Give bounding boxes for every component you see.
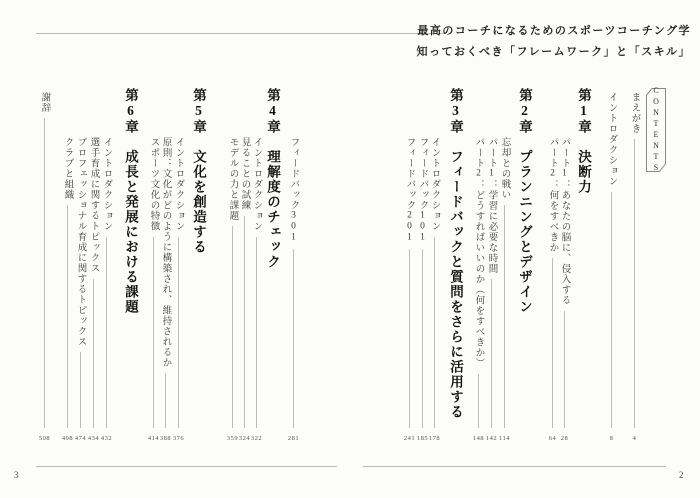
toc-entry [287,137,300,442]
contents-tag-label: CONTENTS [651,86,661,174]
toc-entry-label: フィードバック301 [288,137,299,244]
toc-entry-label: クラブと組織 [62,137,73,200]
toc-entry-label: フィードバック201 [404,137,415,244]
toc-entry-page: 414 [147,435,160,442]
toc-entry-page: 142 [485,435,498,442]
leader-line [552,258,553,428]
toc-entry [147,137,160,442]
toc-entry [38,92,51,442]
toc-chapter [444,88,466,420]
toc-entry-page: 322 [250,435,263,442]
toc-entry-label: モデルの力と課題 [227,137,238,221]
toc-entry [74,137,87,442]
leader-line [634,139,635,428]
toc-entry-label: 忘却との戦い [499,137,510,200]
toc-entry [498,137,511,442]
toc-entry-page: 4 [632,435,637,442]
leader-line [244,216,245,429]
leader-line [409,249,410,429]
toc-entry [250,137,263,442]
toc-entry [61,137,74,442]
toc-entry-page: 434 [87,435,100,442]
book-title: 最高のコーチになるためのスポーツコーチング学 [417,25,691,37]
toc-entry-page: 178 [428,435,441,442]
toc-entry [226,137,239,442]
book-header [417,21,691,63]
toc-entry [546,137,559,442]
toc-chapter [187,88,209,255]
toc-entry-label: パート1：学習に必要な時間 [486,137,497,274]
leader-line [67,205,68,428]
toc-entry [403,137,416,442]
toc-entry [428,137,441,442]
leader-line [256,237,257,429]
toc-entry [238,137,251,442]
leader-line [564,311,565,429]
toc-entry [159,137,172,442]
toc-entry-label: イントロダクション [606,92,617,187]
chapter-title: 第6章 成長と発展における課題 [123,88,138,315]
toc-entry-page: 241 [403,435,416,442]
toc-entry-page: 376 [172,435,185,442]
toc-entry [172,137,185,442]
toc-entry-label: イントロダクション [251,137,262,232]
toc-entry-page: 324 [238,435,251,442]
toc-entry [87,137,100,442]
toc-entry-label: イントロダクション [429,137,440,232]
toc-entry-label: 選手育成に関するトピックス [88,137,99,274]
toc-entry [628,92,641,442]
toc-entry [100,137,113,442]
leader-line [611,192,612,429]
toc-entry-label: 原則：文化がどのように構築され、維持されるか [160,137,171,368]
footer-rule-left [36,466,337,467]
toc-entry [605,92,618,442]
toc-entry-page: 185 [416,435,429,442]
leader-line [153,237,154,429]
folio-left: 3 [14,470,19,480]
leader-line [491,279,492,428]
toc-entry-page: 28 [560,435,569,442]
toc-entry-label: パート1：あなたの脳に、侵入する [559,137,570,306]
toc-entry [472,137,485,442]
toc-entry-page: 114 [498,435,511,442]
toc-entry-label: イントロダクション [101,137,112,232]
leader-line [504,205,505,428]
leader-line [106,237,107,429]
leader-line [422,249,423,429]
chapter-title: 第5章 文化を創造する [191,88,206,255]
toc-entry-page: 359 [226,435,239,442]
chapter-title: 第1章 決断力 [576,88,591,195]
leader-line [434,237,435,429]
toc-entry-page: 498 [61,435,74,442]
toc-entry-label: まえがき [629,92,640,134]
toc-entry-label: スポーツ文化の特徴 [148,137,159,232]
toc-chapter [261,88,283,270]
footer-rule-right [363,466,666,467]
toc-entry-page: 508 [38,435,51,442]
toc-entry-page: 64 [548,435,557,442]
toc-entry [558,137,571,442]
contents-tag [646,88,666,172]
toc-entry-label: イントロダクション [173,137,184,232]
toc-entry-label: フィードバック101 [417,137,428,244]
toc-entry-label: 見ることの試練 [239,137,250,211]
chapter-title: 第4章 理解度のチェック [265,88,280,270]
toc-entry-label: 謝辞 [39,92,50,113]
leader-line [165,373,166,428]
toc-entry-page: 8 [609,435,614,442]
toc-entry [416,137,429,442]
leader-line [93,279,94,429]
chapter-title: 第2章 プランニングとデザイン [517,88,532,315]
toc-chapter [513,88,535,315]
toc-entry-label: パート2：何をすべきか [547,137,558,253]
leader-line [232,226,233,428]
folio-right: 2 [679,470,684,480]
toc-entry-page: 281 [287,435,300,442]
leader-line [44,118,45,428]
toc-entry-page: 474 [74,435,87,442]
chapter-title: 第3章 フィードバックと質問をさらに活用する [448,88,463,420]
toc-entry-label: プロフェッショナル育成に関するトピックス [75,137,86,347]
toc-entry-page: 432 [100,435,113,442]
toc-entry [485,137,498,442]
leader-line [293,249,294,429]
top-rule [36,33,446,34]
book-subtitle: 知っておくべき「フレームワーク」と「スキル」 [416,46,691,58]
toc-entry-page: 388 [159,435,172,442]
toc-entry-page: 148 [472,435,485,442]
toc-entry-label: パート2：どうすればいいのか（何をすべきか） [473,137,484,369]
leader-line [478,374,479,429]
leader-line [80,352,81,428]
toc-chapter [119,88,141,315]
leader-line [178,237,179,429]
toc-chapter [572,88,594,195]
